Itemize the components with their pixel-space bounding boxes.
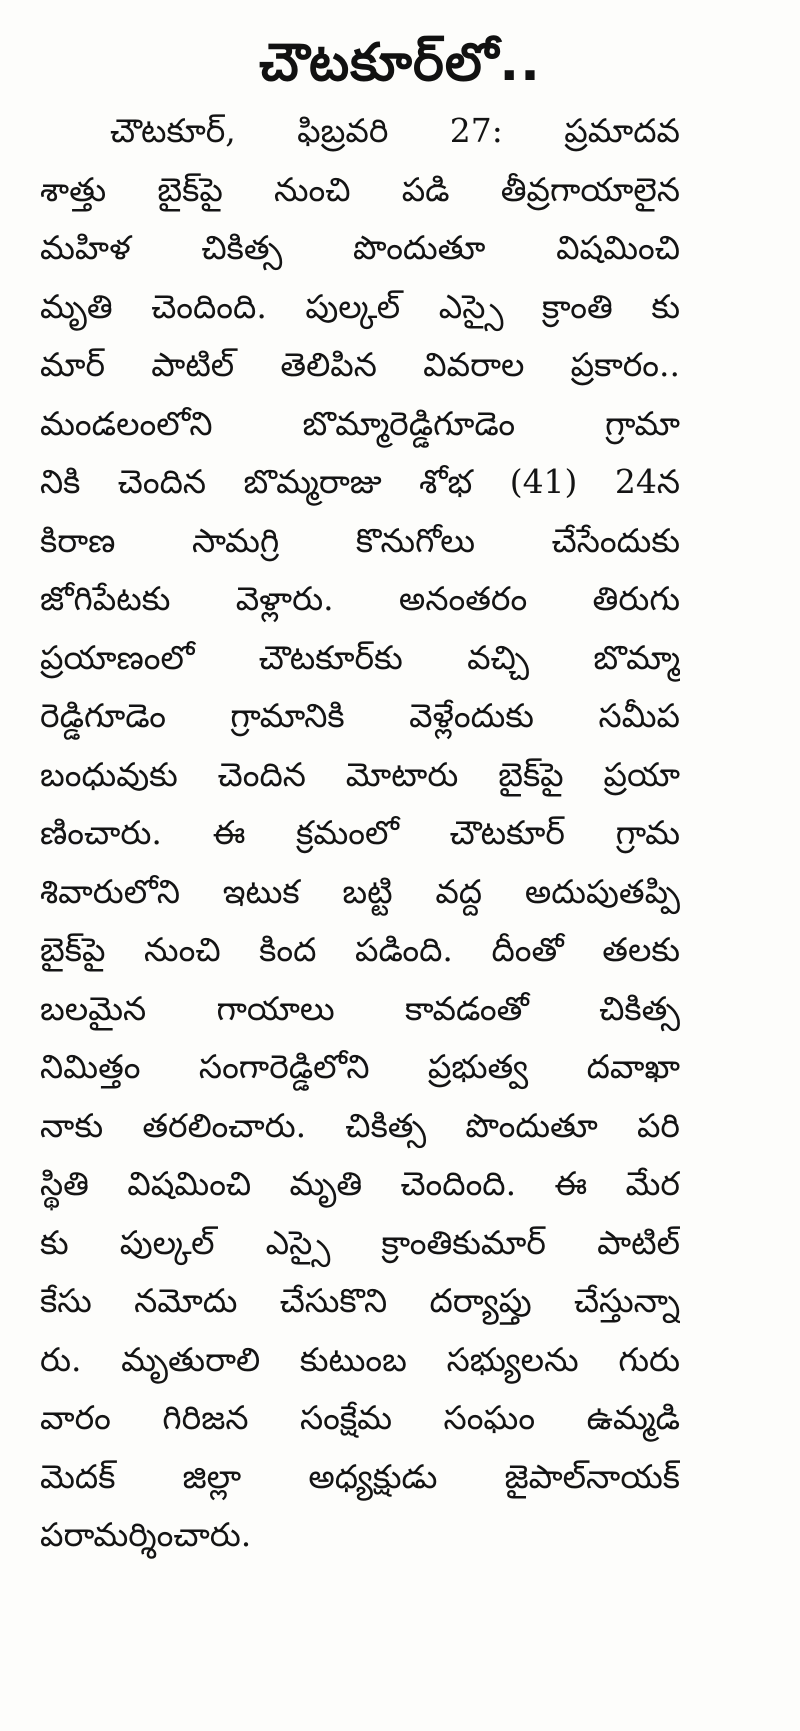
article-line: చౌటకూర్‌, ఫిబ్రవరి 27: ప్రమాదవ <box>110 111 680 150</box>
article-line: మండలంలోని బొమ్మారెడ్డిగూడెం గ్రామా <box>40 403 680 443</box>
article-line: బైక్‌పై నుంచి కింద పడింది. దీంతో తలకు <box>40 930 680 969</box>
article-line: మార్‌ పాటిల్‌ తెలిపిన వివరాల ప్రకారం.. <box>40 345 680 384</box>
article-body <box>40 102 680 1565</box>
article-line: మెదక్‌ జిల్లా అధ్యక్షుడు జైపాల్‌నాయక్‌ <box>40 1456 680 1496</box>
article-line: స్థితి విషమించి మృతి చెందింది. ఈ మేర <box>40 1164 680 1203</box>
article-line: బంధువుకు చెందిన మోటారు బైక్‌పై ప్రయా <box>40 754 680 794</box>
article-line: వారం గిరిజన సంక్షేమ సంఘం ఉమ్మడి <box>40 1398 680 1437</box>
article-line: ణించారు. ఈ క్రమంలో చౌటకూర్‌ గ్రామ <box>40 813 680 852</box>
article-line: రు. మృతురాలి కుటుంబ సభ్యులను గురు <box>40 1339 680 1379</box>
article-line: కేసు నమోదు చేసుకొని దర్యాప్తు చేస్తున్నా <box>40 1281 680 1320</box>
article-line: బలమైన గాయాలు కావడంతో చికిత్స <box>40 988 680 1028</box>
article-line: శాత్తు బైక్‌పై నుంచి పడి తీవ్రగాయాలైన <box>40 169 680 209</box>
article-line: శివారులోని ఇటుక బట్టి వద్ద అదుపుతప్పి <box>40 871 680 911</box>
article-line: నిమిత్తం సంగారెడ్డిలోని ప్రభుత్వ దవాఖా <box>40 1047 680 1086</box>
article-line: కు పుల్కల్‌ ఎస్సై క్రాంతికుమార్‌ పాటిల్‌ <box>40 1222 680 1262</box>
article-line: ప్రయాణంలో చౌటకూర్‌కు వచ్చి బొమ్మా <box>40 637 680 677</box>
article-line: రెడ్డిగూడెం గ్రామానికి వెళ్లేందుకు సమీప <box>40 696 680 735</box>
article-line: పరామర్శించారు. <box>40 1515 252 1554</box>
headline: చౌటకూర్‌లో.. <box>259 33 541 93</box>
article-line: కిరాణ సామగ్రి కొనుగోలు చేసేందుకు <box>40 520 680 560</box>
article-line: నికి చెందిన బొమ్మరాజు శోభ (41) 24న <box>40 462 680 501</box>
article-line: జోగిపేటకు వెళ్లారు. అనంతరం తిరుగు <box>40 579 680 618</box>
article-line: నాకు తరలించారు. చికిత్స పొందుతూ పరి <box>40 1105 680 1145</box>
article-line: మృతి చెందింది. పుల్కల్‌ ఎస్సై క్రాంతి కు <box>40 286 680 326</box>
article-line: మహిళ చికిత్స పొందుతూ విషమించి <box>40 228 680 267</box>
